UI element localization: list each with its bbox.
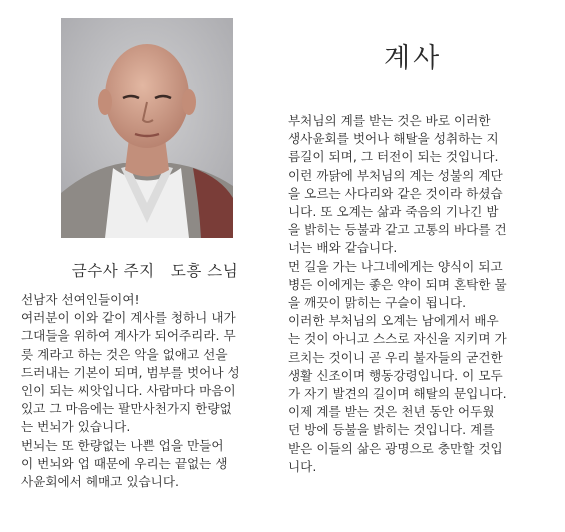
text-line: 있고 그 마음에는 팔만사천가지 한량없 [21, 401, 232, 417]
text-line: 선남자 선여인들이여! [21, 292, 140, 307]
portrait-photo [61, 18, 233, 238]
text-line: 을 밝히는 등불과 같고 고통의 바다를 건 [288, 222, 507, 238]
text-line: 을 깨끗이 맑히는 구슬이 됩니다. [288, 295, 467, 311]
text-line: 던 방에 등불을 밝히는 것입니다. 계를 [288, 422, 495, 438]
text-line: 사윤회에서 헤매고 있습니다. [21, 474, 179, 490]
text-line: 이런 까닭에 부처님의 계는 성불의 계단 [288, 167, 503, 183]
text-line: 릇 계라고 하는 것은 악을 없애고 선을 [21, 346, 228, 362]
text-line: 이러한 부처님의 오계는 남에게서 배우 [288, 313, 499, 329]
text-line: 생사윤회를 벗어나 해탈을 성취하는 지 [288, 131, 499, 147]
text-line: 번뇌는 또 한량없는 나쁜 업을 만들어 [21, 437, 224, 453]
text-line: 는 번뇌가 있습니다. [21, 419, 131, 435]
text-line: 병든 이에게는 좋은 약이 되며 혼탁한 물 [288, 276, 507, 292]
text-line: 름길이 되며, 그 터전이 되는 것입니다. [288, 149, 499, 165]
text-line: 여러분이 이와 같이 계사를 청하니 내가 [21, 310, 236, 326]
text-line: 니다. 또 오계는 삶과 죽음의 기나긴 밤 [288, 204, 499, 220]
left-column-text [21, 291, 240, 491]
article-title: 계사 [384, 43, 443, 74]
text-line: 그대들을 위하여 계사가 되어주리라. 무 [21, 328, 236, 344]
right-column-text [288, 112, 507, 476]
text-line: 이 번뇌와 업 때문에 우리는 끝없는 생 [21, 455, 228, 471]
text-line: 이제 계를 받는 것은 천년 동안 어두웠 [288, 404, 495, 420]
text-line: 부처님의 계를 받는 것은 바로 이러한 [288, 113, 491, 128]
photo-caption: 금수사 주지 도흥 스님 [71, 262, 239, 280]
text-line: 을 오르는 사다리와 같은 것이라 하셨습 [288, 185, 503, 201]
text-line: 는 것이 아니고 스스로 자신을 지키며 가 [288, 331, 507, 347]
monk-portrait-image [61, 18, 233, 238]
text-line: 생활 신조이며 행동강령입니다. 이 모두 [288, 367, 503, 383]
text-line: 드러내는 기본이 되며, 범부를 벗어나 성 [21, 364, 240, 380]
text-line: 니다. [288, 458, 317, 474]
text-line: 받은 이들의 삶은 광명으로 충만할 것입 [288, 440, 503, 456]
text-line: 가 자기 발견의 길이며 해탈의 문입니다. [288, 386, 507, 402]
text-line: 르치는 것이니 곧 우리 불자들의 굳건한 [288, 349, 503, 365]
text-line: 인이 되는 씨앗입니다. 사람마다 마음이 [21, 383, 236, 399]
text-line: 너는 배와 같습니다. [288, 240, 398, 256]
text-line: 먼 길을 가는 나그네에게는 양식이 되고 [288, 258, 503, 274]
